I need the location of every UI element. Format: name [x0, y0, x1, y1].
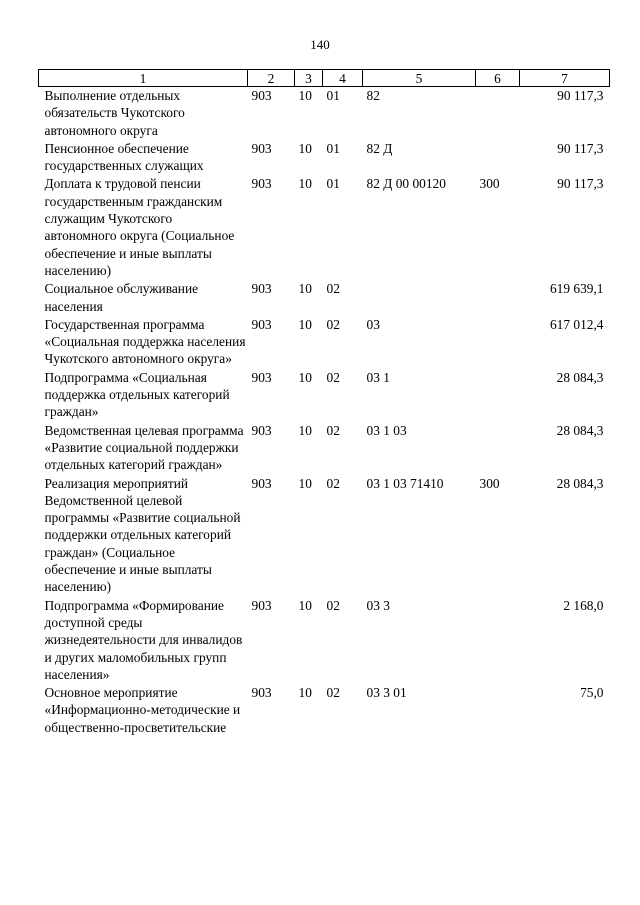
row-c5: 82 — [366, 88, 380, 103]
row-name: Подпрограмма «Социальная поддержка отдельных категорий граждан» — [44, 369, 230, 420]
row-c5 — [363, 280, 476, 316]
row-c7: 28 084,3 — [556, 475, 604, 491]
row-c3: 10 — [298, 685, 312, 701]
row-c5: 03 — [366, 316, 380, 332]
row-c4: 01 — [326, 140, 340, 156]
row-name: Подпрограмма «Формирование доступной среды жизнедеятельности для инвалидов и других маломобильных групп населения» — [44, 597, 243, 682]
row-name: Доплата к трудовой пенсии государственным гражданским служащим Чукотского автономного округа (Социальное обеспечение и иные выплаты населению) — [44, 176, 235, 278]
row-c3: 10 — [298, 88, 312, 103]
budget-table — [38, 69, 610, 737]
row-name: Выполнение отдельных обязательств Чукотского автономного округа — [44, 88, 185, 138]
row-c4: 01 — [326, 88, 340, 103]
row-name: Основное мероприятие «Информационно-методические и общественно-просветительские — [44, 685, 241, 735]
page-number: 140 — [310, 37, 330, 52]
row-c2: 903 — [251, 475, 272, 491]
row-c5: 03 1 — [366, 369, 390, 385]
row-c5: 03 1 03 71410 — [366, 475, 444, 491]
column-header-2: 2 — [248, 70, 295, 87]
row-c6 — [476, 684, 520, 737]
row-c7: 2 168,0 — [563, 597, 604, 613]
row-c3: 10 — [298, 281, 312, 297]
row-c4: 01 — [326, 176, 340, 192]
row-c2: 903 — [251, 88, 272, 103]
row-name: Социальное обслуживание населения — [44, 281, 199, 314]
row-c3: 10 — [298, 422, 312, 438]
row-c7: 90 117,3 — [557, 176, 604, 192]
row-c7: 619 639,1 — [549, 281, 604, 297]
table-row — [39, 140, 610, 176]
row-c4: 02 — [326, 422, 340, 438]
row-c5: 82 Д — [366, 140, 393, 156]
row-c2: 903 — [251, 685, 272, 701]
row-c7: 75,0 — [580, 685, 604, 701]
row-c3: 10 — [298, 597, 312, 613]
row-c4: 02 — [326, 475, 340, 491]
table-row — [39, 684, 610, 737]
row-name: Пенсионное обеспечение государственных служащих — [44, 140, 204, 174]
table-row — [39, 422, 610, 475]
column-header-5: 5 — [363, 70, 476, 87]
row-c7: 617 012,4 — [549, 316, 604, 332]
column-header-7: 7 — [520, 70, 610, 87]
row-c4: 02 — [326, 316, 340, 332]
row-c6: 300 — [479, 475, 500, 491]
table-header-row — [39, 70, 610, 87]
row-c7: 90 117,3 — [557, 140, 604, 156]
row-c6: 300 — [479, 176, 500, 192]
row-c4: 02 — [326, 597, 340, 613]
row-c5: 82 Д 00 00120 — [366, 176, 446, 192]
column-header-1: 1 — [39, 70, 248, 87]
row-c5: 03 3 01 — [366, 685, 407, 701]
row-c6 — [476, 422, 520, 475]
table-row — [39, 175, 610, 280]
row-name: Государственная программа «Социальная поддержка населения Чукотского автономного округа» — [44, 316, 246, 367]
row-c4: 02 — [326, 685, 340, 701]
row-name: Ведомственная целевая программа «Развитие социальной поддержки отдельных категорий граждан» — [44, 422, 244, 473]
row-c2: 903 — [251, 422, 272, 438]
row-c7: 90 117,3 — [557, 88, 604, 103]
row-c2: 903 — [251, 140, 272, 156]
table-row — [39, 597, 610, 684]
row-c6 — [476, 597, 520, 684]
row-c6 — [476, 140, 520, 176]
row-c5: 03 3 — [366, 597, 390, 613]
row-c5: 03 1 03 — [366, 422, 407, 438]
row-c6 — [476, 369, 520, 422]
table-row — [39, 280, 610, 316]
table-row — [39, 87, 610, 140]
table-row — [39, 475, 610, 597]
row-c3: 10 — [298, 140, 312, 156]
row-c2: 903 — [251, 369, 272, 385]
row-c6 — [476, 87, 520, 140]
row-c2: 903 — [251, 597, 272, 613]
row-c3: 10 — [298, 176, 312, 192]
row-name: Реализация мероприятий Ведомственной целевой программы «Развитие социальной поддержки отдельных категорий граждан» (Социальное обеспечение и иные выплаты населению) — [44, 475, 241, 595]
row-c2: 903 — [251, 281, 272, 297]
row-c4: 02 — [326, 369, 340, 385]
row-c2: 903 — [251, 176, 272, 192]
column-header-3: 3 — [295, 70, 323, 87]
column-header-4: 4 — [323, 70, 363, 87]
row-c7: 28 084,3 — [556, 422, 604, 438]
row-c3: 10 — [298, 369, 312, 385]
table-row — [39, 316, 610, 369]
row-c3: 10 — [298, 475, 312, 491]
row-c2: 903 — [251, 316, 272, 332]
row-c6 — [476, 316, 520, 369]
row-c3: 10 — [298, 316, 312, 332]
row-c4: 02 — [326, 281, 340, 297]
row-c6 — [476, 280, 520, 316]
table-row — [39, 369, 610, 422]
row-c7: 28 084,3 — [556, 369, 604, 385]
column-header-6: 6 — [476, 70, 520, 87]
